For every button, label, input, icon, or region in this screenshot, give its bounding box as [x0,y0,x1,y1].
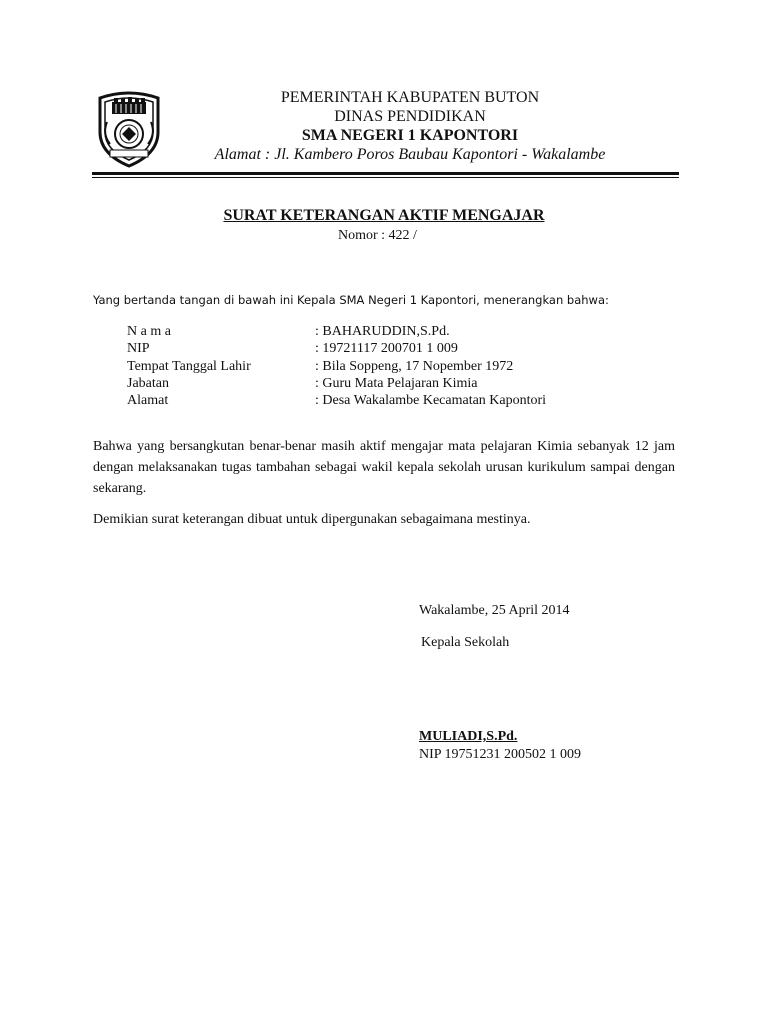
document-title: SURAT KETERANGAN AKTIF MENGAJAR [223,207,545,224]
letterhead [180,88,640,165]
identity-value: : Guru Mata Pelajaran Kimia [315,375,478,391]
document-number: Nomor : 422 / [338,228,417,243]
letterhead-school-name: SMA NEGERI 1 KAPONTORI [301,127,519,144]
letterhead-divider-thin [92,177,679,178]
intro-statement: Yang bertanda tangan di bawah ini Kepala SMA Negeri 1 Kapontori, menerangkan bahwa: [93,293,609,307]
identity-value: : BAHARUDDIN,S.Pd. [315,324,450,339]
identity-value: : Bila Soppeng, 17 Nopember 1972 [315,358,514,374]
identity-label: Alamat [127,393,169,409]
identity-value: : 19721117 200701 1 009 [315,341,458,357]
identity-value: : Desa Wakalambe Kecamatan Kapontori [315,393,547,409]
kabupaten-buton-emblem-icon [92,88,166,168]
identity-label: Tempat Tanggal Lahir [127,358,251,374]
signature-nip: NIP 19751231 200502 1 009 [419,747,582,762]
identity-label: N a m a [127,324,171,339]
identity-label: NIP [127,341,150,357]
signature-role: Kepala Sekolah [421,635,510,650]
closing-paragraph: Demikian surat keterangan dibuat untuk dipergunakan sebagaimana mestinya. [93,512,531,527]
signature-place-date: Wakalambe, 25 April 2014 [419,603,570,618]
statement-paragraph: Bahwa yang bersangkutan benar-benar masih aktif mengajar mata pelajaran Kimia sebanyak 12 jam dengan melaksanakan tugas tambahan sebagai wakil kepala sekolah urusan kurikulum sampai dengan sekarang. [93,439,675,496]
letterhead-government: PEMERINTAH KABUPATEN BUTON [280,89,540,106]
identity-label: Jabatan [127,375,169,391]
signature-name: MULIADI,S.Pd. [419,729,518,744]
letterhead-department: DINAS PENDIDIKAN [334,108,486,125]
letterhead-divider-thick [92,172,679,175]
letterhead-address: Alamat : Jl. Kambero Poros Baubau Kapontori - Wakalambe [214,146,606,163]
